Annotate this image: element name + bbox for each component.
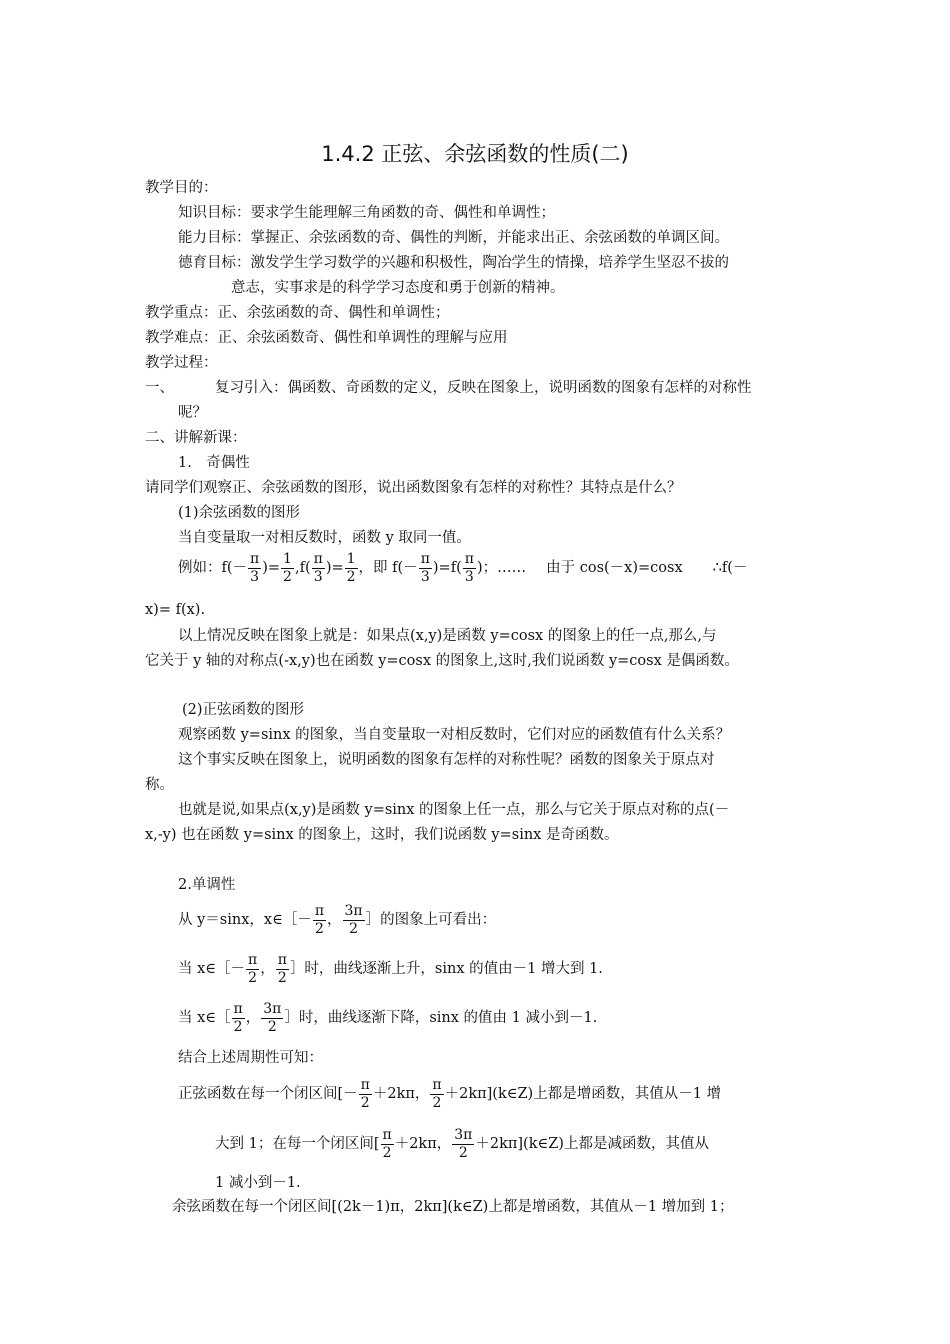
fraction: $\frac{\pi}{2}$ — [382, 1126, 392, 1161]
monotonic-line-1: 从 y＝sinx，x∈［－ $\frac{\pi}{2}$ ， $\frac{3\pi}{2}$ ］的图象上可看出： — [178, 902, 497, 937]
fraction: $\frac{3\pi}{2}$ — [263, 1000, 282, 1035]
fraction: $\frac{\pi}{2}$ — [248, 951, 258, 986]
monotonic-line-3: 当 x∈［ $\frac{\pi}{2}$ ， $\frac{3\pi}{2}$ ］时，曲线逐渐下降，sinx 的值由 1 减小到－1. — [178, 1000, 598, 1035]
cos-text: 当自变量取一对相反数时，函数 y 取同一值。 — [178, 530, 471, 546]
difficulty: 教学难点：正、余弦函数奇、偶性和单调性的理解与应用 — [145, 330, 508, 346]
example-end: x)= f(x). — [145, 602, 206, 618]
fraction: $\frac{\pi}{3}$ — [313, 550, 323, 585]
example-therefore: ∴f(－ — [712, 560, 748, 576]
fraction: $\frac{\pi}{2}$ — [432, 1076, 442, 1111]
sin-text-2: 这个事实反映在图象上，说明函数的图象有怎样的对称性呢？函数的图象关于原点对 — [178, 752, 715, 768]
sin-text-4: 也就是说,如果点(x,y)是函数 y=sinx 的图象上任一点，那么与它关于原点对称的点(－ — [178, 802, 730, 818]
process-heading: 教学过程： — [145, 355, 218, 371]
sin-decreasing-end: 1 减小到－1. — [215, 1175, 301, 1191]
sin-heading: (2)正弦函数的图形 — [182, 702, 305, 718]
fraction: $\frac{\pi}{2}$ — [360, 1076, 370, 1111]
fraction: $\frac{3\pi}{2}$ — [344, 902, 363, 937]
cos-reflect-line-2: 它关于 y 轴的对称点(-x,y)也在函数 y=cosx 的图象上,这时,我们说函数 y=cosx 是偶函数。 — [145, 653, 739, 669]
monotonic-heading: 2.单调性 — [178, 877, 236, 893]
cos-increasing-line: 余弦函数在每一个闭区间[(2k－1)π，2kπ](k∈Z)上都是增函数，其值从－1 增加到 1； — [172, 1199, 734, 1215]
new-lesson-heading: 二、讲解新课： — [145, 430, 247, 446]
parity-heading: 1. 奇偶性 — [178, 455, 250, 471]
review-line-1: 复习引入：偶函数、奇函数的定义，反映在图象上，说明函数的图象有怎样的对称性 — [215, 380, 752, 396]
fraction: $\frac{\pi}{3}$ — [464, 550, 474, 585]
fraction: $\frac{1}{2}$ — [283, 550, 292, 585]
page-title: 1.4.2 正弦、余弦函数的性质(二) — [321, 142, 629, 166]
moral-objective-line-1: 德育目标：激发学生学习数学的兴趣和积极性，陶冶学生的情操，培养学生坚忍不拔的 — [178, 255, 729, 271]
objectives-heading: 教学目的： — [145, 180, 218, 196]
example-f-neg: f(－ — [221, 560, 248, 576]
parity-question: 请同学们观察正、余弦函数的图形，说出函数图象有怎样的对称性？其特点是什么？ — [145, 480, 682, 496]
monotonic-combine: 结合上述周期性可知： — [178, 1050, 323, 1066]
sin-increasing-line: 正弦函数在每一个闭区间[－ $\frac{\pi}{2}$ ＋2kπ， $\frac{\pi}{2}$ ＋2kπ](k∈Z)上都是增函数，其值从－1 增 — [178, 1076, 722, 1111]
fraction: $\frac{1}{2}$ — [346, 550, 356, 585]
cos-example: 例如：f(－ $\frac{\pi}{3}$ )= $\frac{1}{2}$ ,f( $\frac{\pi}{3}$ )= $\frac{1}{2}$ ，即 f(－ $\frac{\pi}{3}$ )=f( $\frac{\pi}{3}$ )；…… 由于 cos(－x)=cosx ∴f(－ — [178, 550, 748, 585]
cos-reflect-line-1: 以上情况反映在图象上就是：如果点(x,y)是函数 y=cosx 的图象上的任一点,那么,与 — [178, 628, 717, 644]
fraction: $\frac{\pi}{2}$ — [314, 902, 325, 937]
review-line-2: 呢？ — [178, 405, 207, 421]
knowledge-objective: 知识目标：要求学生能理解三角函数的奇、偶性和单调性； — [178, 205, 555, 221]
sin-text-5: x,-y) 也在函数 y=sinx 的图象上，这时，我们说函数 y=sinx 是奇函数。 — [145, 827, 619, 843]
example-prefix: 例如： — [178, 560, 222, 576]
monotonic-line-2: 当 x∈［－ $\frac{\pi}{2}$ ， $\frac{\pi}{2}$ ］时，曲线逐渐上升，sinx 的值由－1 增大到 1. — [178, 951, 603, 986]
sin-text-3: 称。 — [145, 777, 174, 793]
fraction: $\frac{\pi}{3}$ — [420, 550, 430, 585]
fraction: $\frac{\pi}{2}$ — [277, 951, 287, 986]
moral-objective-line-2: 意志，实事求是的科学学习态度和勇于创新的精神。 — [231, 280, 565, 296]
fraction: $\frac{\pi}{2}$ — [233, 1000, 243, 1035]
fraction: $\frac{3\pi}{2}$ — [454, 1126, 473, 1161]
fraction: $\frac{\pi}{3}$ — [250, 550, 260, 585]
review-marker: 一、 — [145, 380, 174, 396]
ability-objective: 能力目标：掌握正、余弦函数的奇、偶性的判断，并能求出正、余弦函数的单调区间。 — [178, 230, 729, 246]
sin-text-1: 观察函数 y=sinx 的图象，当自变量取一对相反数时，它们对应的函数值有什么关系？ — [178, 727, 731, 743]
sin-decreasing-line: 大到 1；在每一个闭区间[ $\frac{\pi}{2}$ ＋2kπ， $\frac{3\pi}{2}$ ＋2kπ](k∈Z)上都是减函数，其值从 — [215, 1126, 709, 1161]
key-point: 教学重点：正、余弦函数的奇、偶性和单调性； — [145, 305, 450, 321]
example-since: 由于 cos(－x)=cosx — [546, 560, 683, 576]
cos-heading: (1)余弦函数的图形 — [178, 505, 301, 521]
